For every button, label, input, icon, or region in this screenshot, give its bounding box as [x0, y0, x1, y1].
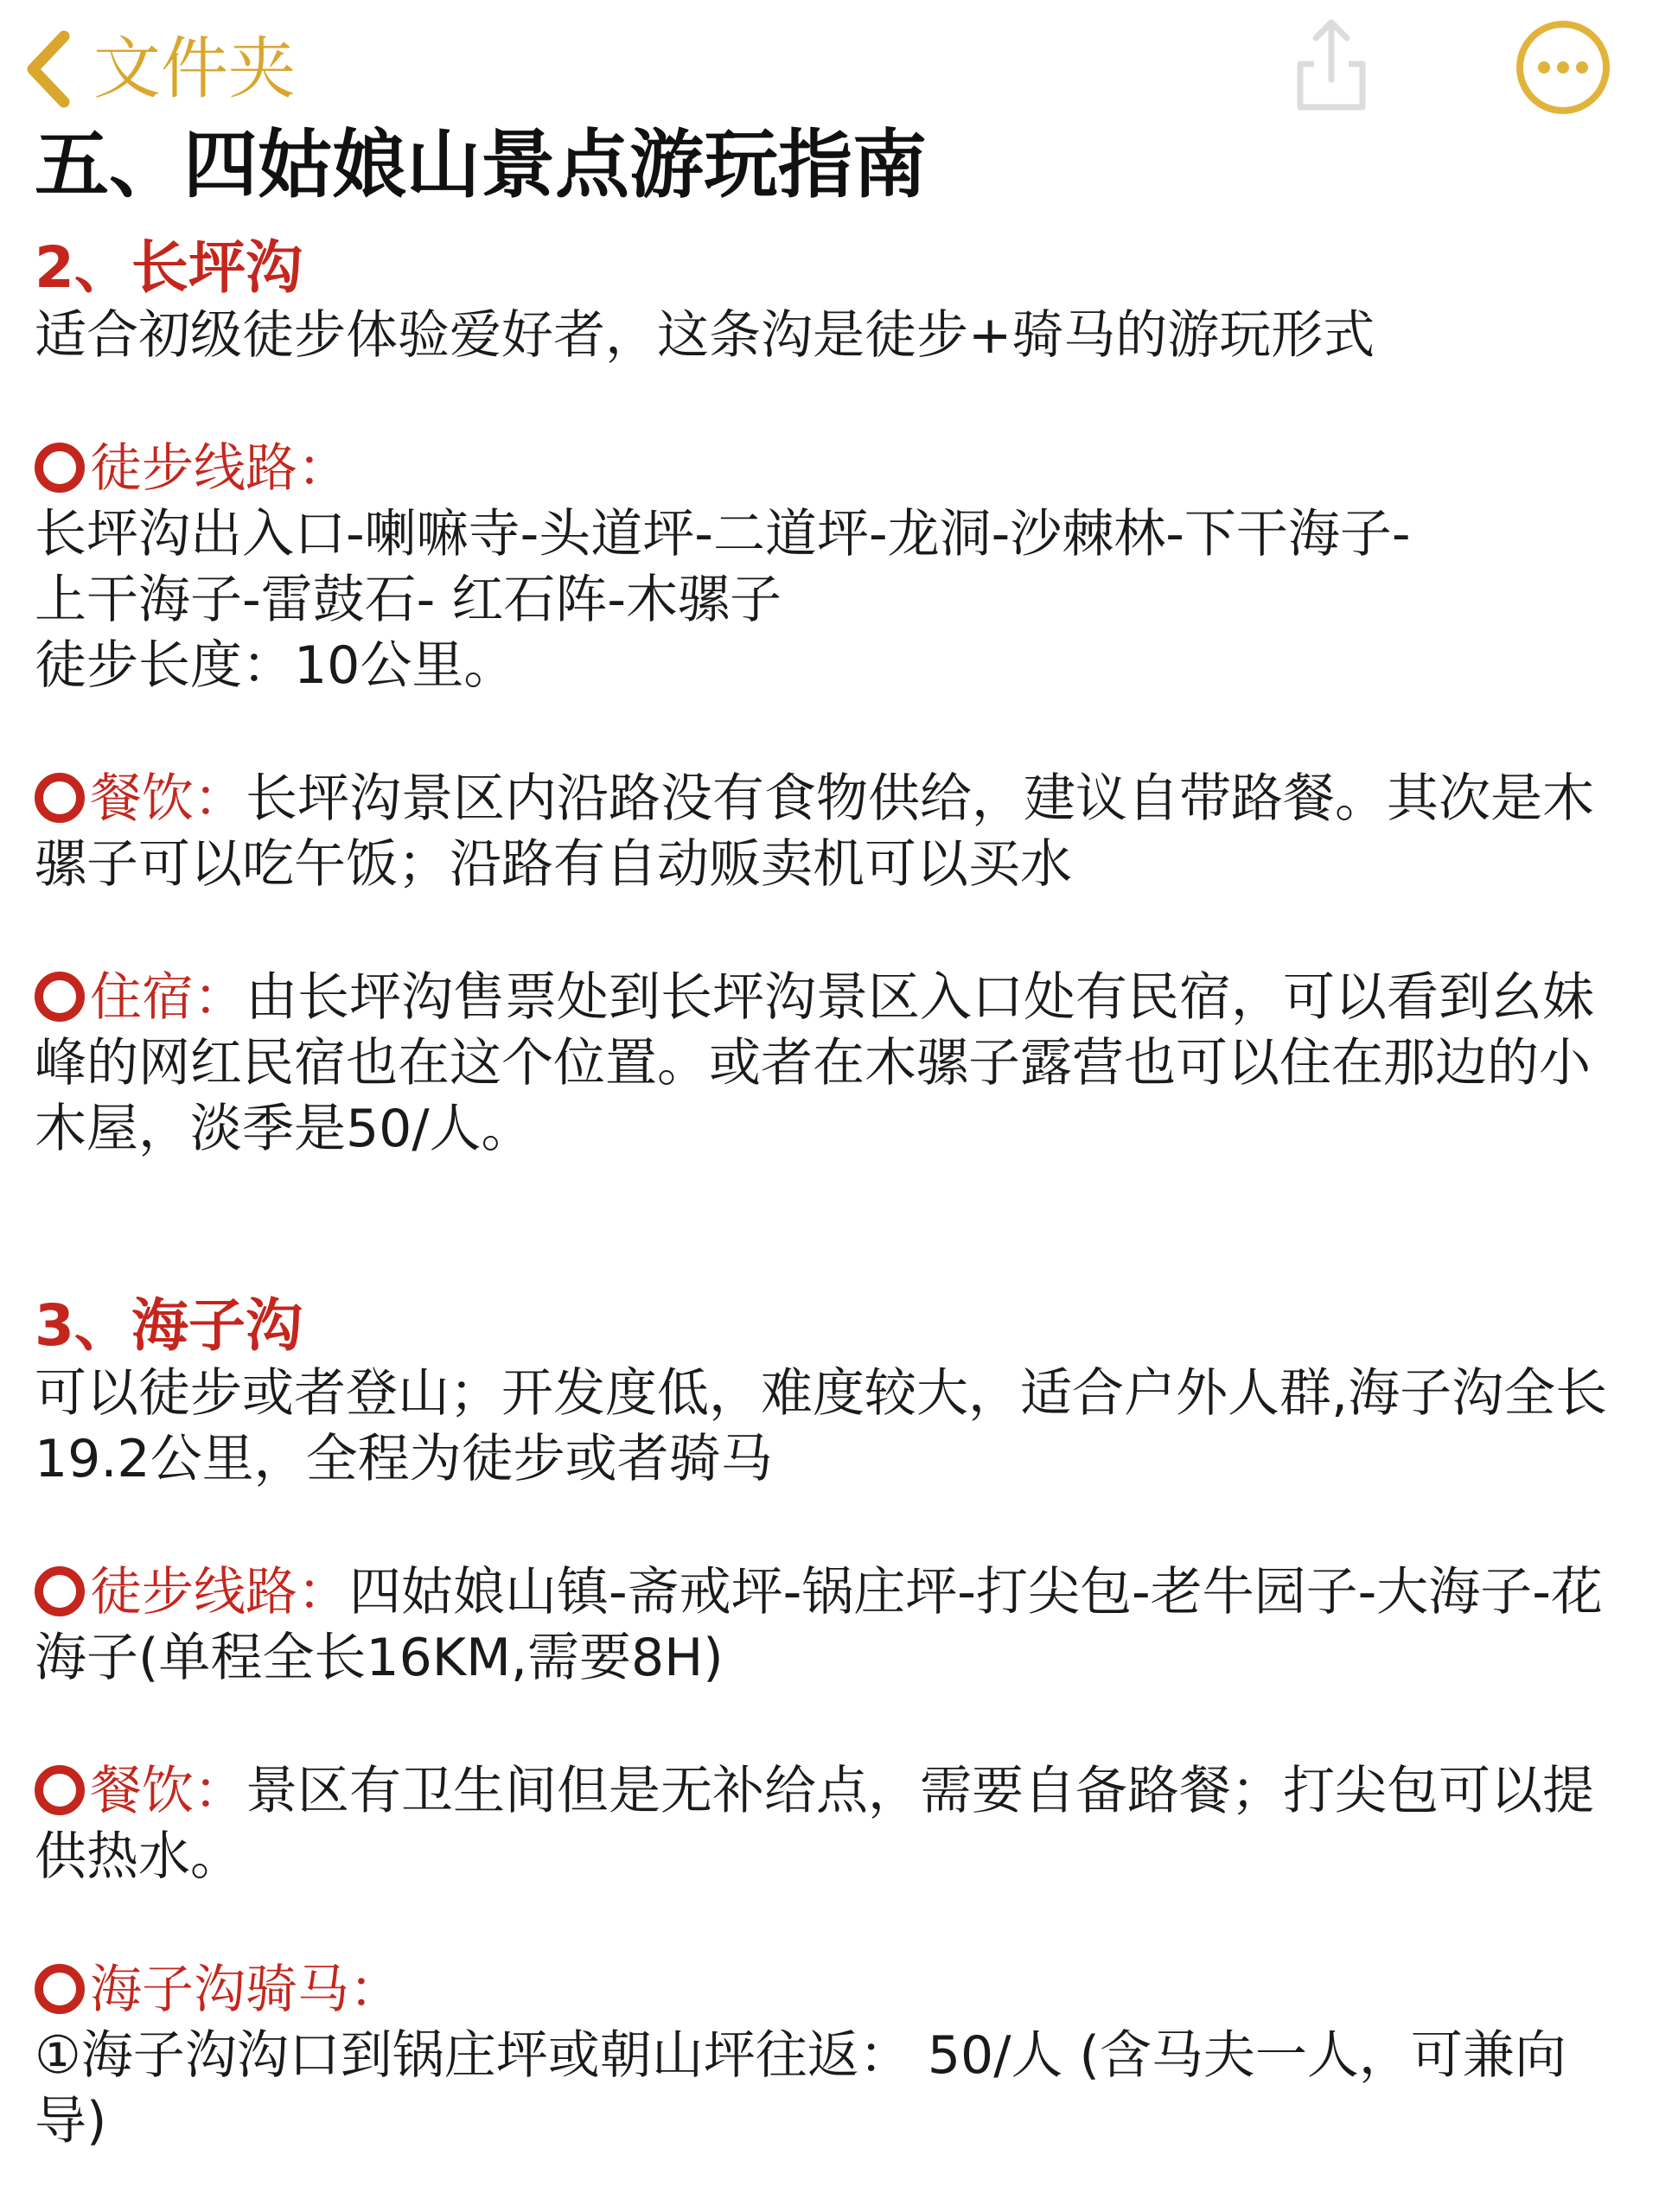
item-label: 餐饮：	[90, 1761, 246, 1821]
share-icon	[1288, 12, 1375, 116]
navigation-bar	[0, 0, 1659, 130]
more-button[interactable]	[1515, 19, 1611, 116]
item-label: 徒步线路：	[90, 438, 349, 499]
item-label: 海子沟骑马：	[90, 1960, 401, 2020]
route-length: 徒步长度：10公里。	[35, 635, 516, 696]
route-line: 上干海子-雷鼓石- 红石阵-木骡子	[35, 570, 782, 630]
item-text: 由长坪沟售票处到长坪沟景区入口处有民宿，可以看到幺妹峰的网红民宿也在这个位置。或者在木骡子露营也可以住在那边的小木屋，淡季是50/人。	[35, 967, 1594, 1159]
info-item-dining	[35, 766, 1634, 897]
note-title: 五、四姑娘山景点游玩指南	[35, 122, 927, 208]
circle-marker-icon	[35, 1964, 85, 2014]
info-item-hiking-route	[35, 1559, 1634, 1691]
circle-marker-icon	[35, 443, 85, 493]
info-item-lodging	[35, 965, 1634, 1162]
circle-marker-icon	[35, 773, 85, 823]
section-heading-haizigou: 3、海子沟	[35, 1292, 303, 1359]
horse-riding-price: ①海子沟沟口到锅庄坪或朝山坪往返： 50/人 (含马夫一人，可兼向导)	[35, 2025, 1566, 2151]
item-label: 徒步线路：	[90, 1562, 349, 1622]
circle-marker-icon	[35, 1566, 85, 1616]
circle-marker-icon	[35, 1765, 85, 1815]
section-heading-changpinggou: 2、长坪沟	[35, 234, 303, 301]
route-line: 长坪沟出入口-喇嘛寺-头道坪-二道坪-龙洞-沙棘林-下干海子-	[35, 504, 1411, 564]
info-item-dining	[35, 1758, 1634, 1890]
item-text: 景区有卫生间但是无补给点，需要自备路餐；打尖包可以提供热水。	[35, 1761, 1594, 1887]
item-label: 住宿：	[90, 967, 246, 1028]
item-text: 四姑娘山镇-斋戒坪-锅庄坪-打尖包-老牛园子-大海子-花海子(单程全长16KM,需要8H)	[35, 1562, 1603, 1688]
info-item-horse-riding	[35, 1957, 1634, 2023]
more-icon	[1515, 19, 1611, 116]
chevron-left-icon	[24, 26, 85, 112]
share-button[interactable]	[1288, 12, 1375, 116]
section-intro: 适合初级徒步体验爱好者，这条沟是徒步+骑马的游玩形式	[35, 305, 1375, 366]
info-item-hiking-route	[35, 436, 1634, 501]
back-label: 文件夹	[93, 30, 297, 108]
circle-marker-icon	[35, 972, 85, 1022]
section-intro: 可以徒步或者登山；开发度低，难度较大，适合户外人群,海子沟全长19.2公里，全程为徒步或者骑马	[35, 1363, 1608, 1489]
back-button[interactable]	[24, 17, 296, 121]
note-body	[35, 114, 1634, 2154]
item-label: 餐饮：	[90, 768, 246, 829]
item-text: 长坪沟景区内沿路没有食物供给，建议自带路餐。其次是木骡子可以吃午饭；沿路有自动贩卖机可以买水	[35, 768, 1594, 895]
